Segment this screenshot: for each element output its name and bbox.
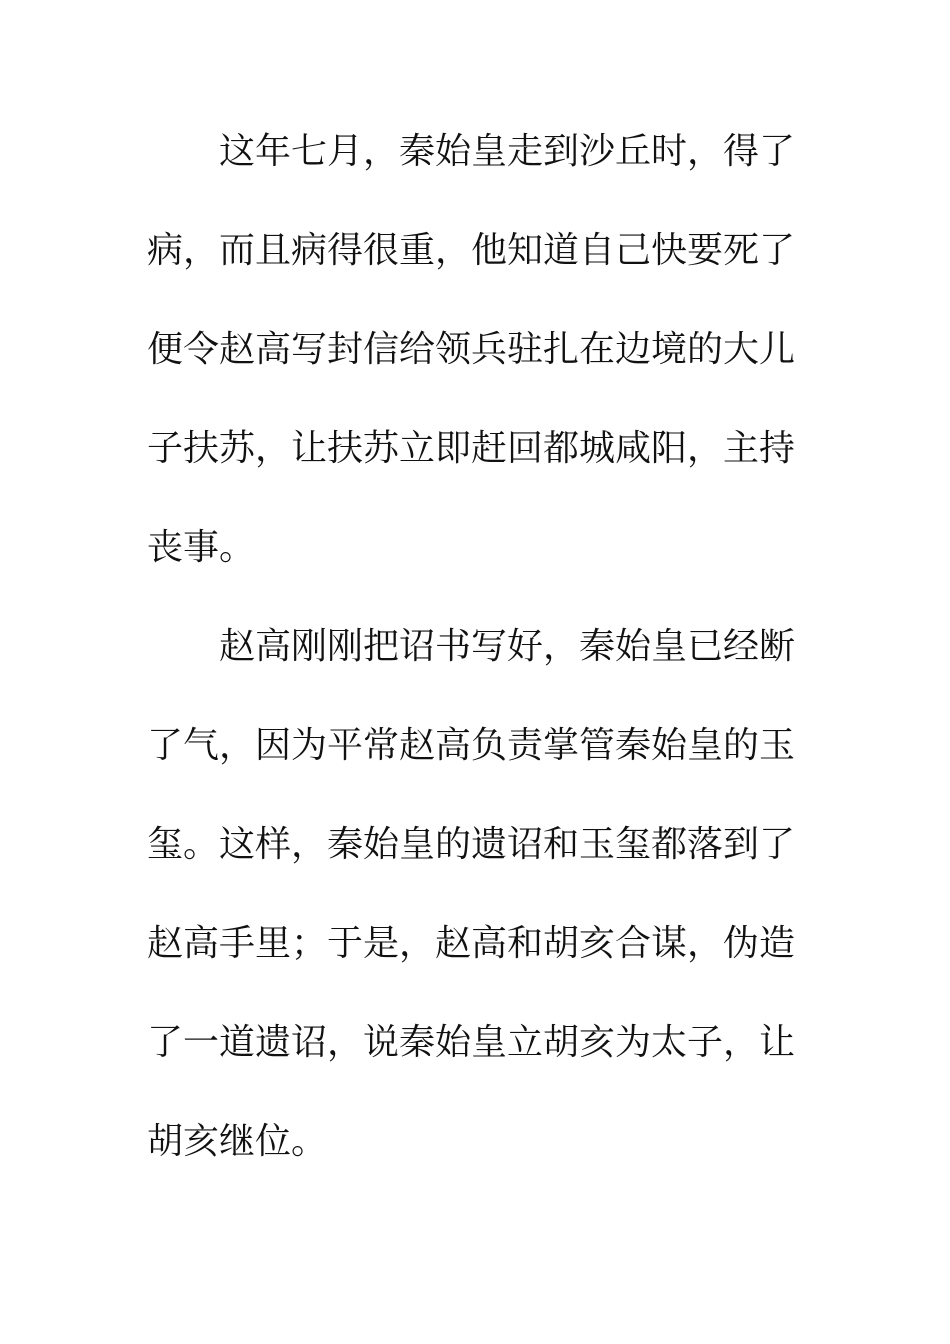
paragraph-line: 子扶苏，让扶苏立即赶回都城咸阳，主持 xyxy=(147,428,796,469)
paragraph-line: 胡亥继位。 xyxy=(147,1121,328,1162)
paragraph-line: 赵高手里；于是，赵高和胡亥合谋，伪造 xyxy=(147,923,796,964)
paragraph-line: 这年七月，秦始皇走到沙丘时，得了 xyxy=(219,131,796,172)
document-body xyxy=(147,124,807,1213)
paragraph-line: 便令赵高写封信给领兵驻扎在边境的大儿 xyxy=(147,329,796,370)
paragraph-line: 了一道遗诏，说秦始皇立胡亥为太子，让 xyxy=(147,1022,796,1063)
paragraph-line: 病，而且病得很重，他知道自己快要死了 xyxy=(147,230,796,271)
paragraph-line: 了气，因为平常赵高负责掌管秦始皇的玉 xyxy=(147,725,796,766)
paragraph-line: 赵高刚刚把诏书写好，秦始皇已经断 xyxy=(219,626,796,667)
paragraph-2 xyxy=(147,619,807,1213)
paragraph-1 xyxy=(147,124,807,619)
paragraph-line: 丧事。 xyxy=(147,527,256,568)
paragraph-line: 玺。这样，秦始皇的遗诏和玉玺都落到了 xyxy=(147,824,796,865)
